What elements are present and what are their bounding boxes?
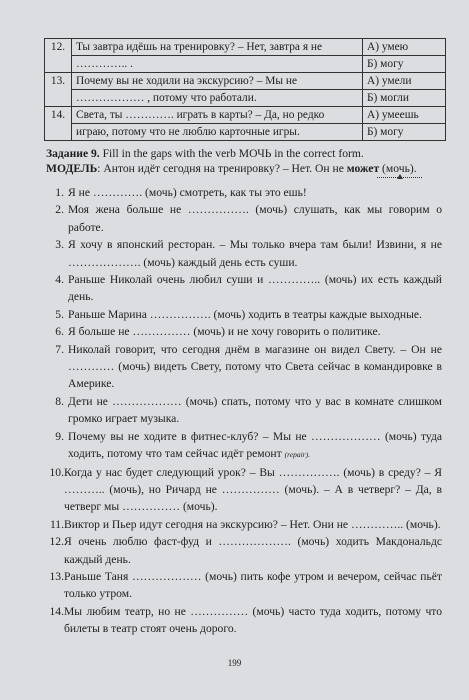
task-instruction	[46, 146, 450, 161]
list-item	[46, 533, 442, 568]
item-text	[68, 428, 442, 464]
row-number: 12.	[45, 39, 72, 73]
item-number: 8.	[55, 394, 64, 408]
item-number: 4.	[55, 273, 64, 287]
list-item	[46, 568, 442, 603]
item-number: 7.	[55, 342, 64, 356]
model-label: МОДЕЛЬ	[46, 162, 98, 175]
list-item	[46, 516, 442, 533]
list-item	[46, 464, 442, 516]
item-text: Раньше Марина ……………. (мочь) ходить в театры каждые выходные.	[68, 307, 422, 321]
page-number: 199	[227, 658, 242, 668]
item-number: 1.	[55, 186, 64, 199]
item-number: 3.	[55, 238, 64, 252]
item-number: 6.	[55, 325, 64, 339]
list-item	[46, 236, 442, 271]
model-text: : Антон идёт сегодня на тренировку? – Нет. Он не	[97, 162, 347, 175]
option-b: Б) могу	[363, 56, 446, 73]
list-item	[46, 393, 442, 428]
list-item	[46, 323, 442, 340]
item-text: Раньше Николай очень любил суши и ………….. (мочь) их есть каждый день.	[68, 273, 442, 304]
option-a: А) умели	[363, 73, 446, 90]
item-number: 2.	[55, 203, 64, 217]
item-number: 9.	[55, 429, 64, 443]
item-text: Раньше Таня ……………… (мочь) пить кофе утром и вечером, сейчас пьёт только утром.	[64, 569, 442, 601]
item-text: Я хочу в японский ресторан. – Мы только вчера там были! Извини, я не ………………. (мочь) каждый день есть суши.	[68, 238, 442, 269]
answer-arrow-icon	[377, 172, 422, 178]
item-number: 14.	[49, 604, 64, 618]
list-item	[46, 428, 442, 464]
question-line: Света, ты …………. играть в карты? – Да, но редко	[72, 107, 363, 124]
model-answer: может	[346, 162, 380, 175]
item-text: Дети не ……………… (мочь) спать, потому что у вас в комнате слишком громко играет музыка.	[68, 394, 442, 426]
list-item	[46, 341, 442, 393]
item-text: Мы любим театр, но не …………… (мочь) часто туда ходить, потому что билеты в театр стоят очень дорого.	[64, 604, 442, 636]
model-tail: (мочь).	[379, 162, 417, 175]
item-number: 11.	[49, 517, 64, 531]
option-b: Б) могли	[363, 90, 446, 107]
model-example	[46, 161, 450, 176]
list-item	[46, 271, 442, 306]
option-b: Б) могу	[363, 124, 446, 141]
item-text: Я больше не …………… (мочь) и не хочу говорить о политике.	[68, 325, 381, 339]
item-number: 12.	[49, 535, 64, 549]
question-line: Ты завтра идёшь на тренировку? – Нет, завтра я не	[72, 39, 363, 56]
options-table	[44, 38, 446, 141]
question-line: ………….. .	[72, 56, 363, 73]
task-instruction-text: Fill in the gaps with the verb МОЧЬ in the correct form.	[99, 147, 364, 160]
task-label: Задание 9.	[46, 147, 100, 160]
item-text: Моя жена больше не ……………. (мочь) слушать, как мы говорим о работе.	[68, 203, 442, 234]
item-text: Когда у нас будет следующий урок? – Вы ……………. (мочь) в среду? – Я ……….. (мочь), но Ричард не …………… (мочь). – А в четверг? – Да, в четверг мы …………… (мочь).	[64, 465, 442, 514]
item-text: Николай говорит, что сегодня днём в магазине он видел Свету. – Он не ………… (мочь) видеть Свету, потому что Света сейчас в командировке в Америке.	[68, 342, 442, 391]
item-number: 5.	[55, 307, 64, 321]
table-row	[45, 124, 446, 141]
list-item	[46, 306, 442, 323]
row-number: 14.	[45, 107, 72, 141]
table-row	[45, 56, 446, 73]
exercise-list	[46, 184, 442, 638]
item-text: Я очень люблю фаст-фуд и ………………. (мочь) ходить Макдональдс каждый день.	[64, 535, 442, 566]
table-row	[45, 73, 446, 90]
question-line: ……………… , потому что работали.	[72, 90, 363, 107]
list-item	[46, 184, 442, 201]
option-a: А) умеешь	[363, 107, 446, 124]
item-gloss: (repair).	[284, 450, 310, 460]
question-line: играю, потому что не люблю карточные игры.	[72, 124, 363, 141]
list-item	[46, 603, 442, 638]
item-text-main: Почему вы не ходите в фитнес-клуб? – Мы не ……………… (мочь) туда ходить, потому что там сейчас идёт ремонт	[68, 429, 442, 461]
table-row	[45, 107, 446, 124]
item-text: Виктор и Пьер идут сегодня на экскурсию? – Нет. Они не ………….. (мочь).	[64, 517, 441, 531]
option-a: А) умею	[363, 39, 446, 56]
row-number: 13.	[45, 73, 72, 107]
table-row	[45, 90, 446, 107]
item-number: 10.	[49, 465, 64, 479]
task-header	[46, 146, 450, 176]
item-number: 13.	[49, 569, 64, 583]
item-text: Я не …………. (мочь) смотреть, как ты это ешь!	[68, 186, 307, 199]
list-item	[46, 201, 442, 236]
question-line: Почему вы не ходили на экскурсию? – Мы не	[72, 73, 363, 90]
table-row	[45, 39, 446, 56]
